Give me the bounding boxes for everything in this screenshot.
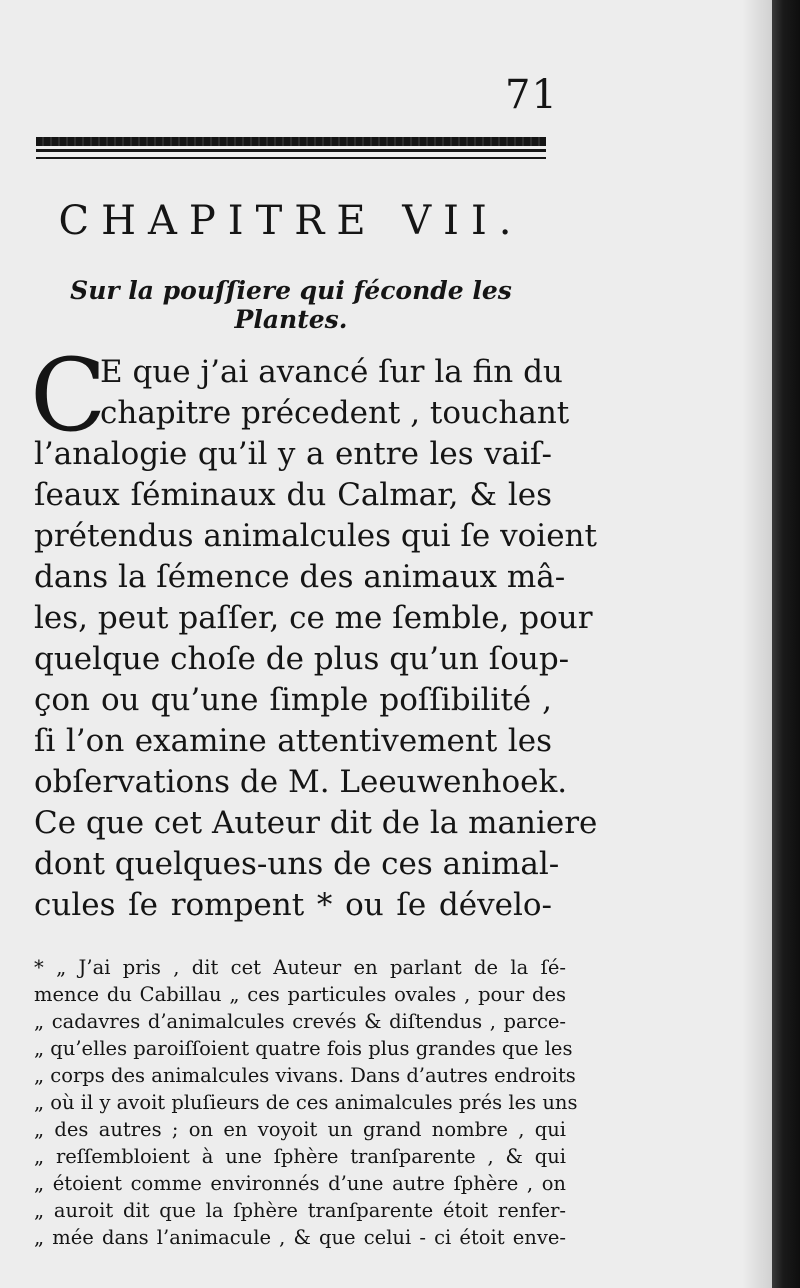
footnote-line: * „ J’ai pris , dit cet Auteur en parlant de la ſé-: [34, 956, 566, 979]
footnote-line: „ auroit dit que la ſphère tranſparente étoit renfer-: [34, 1199, 566, 1222]
body-line: Ce que cet Auteur dit de la maniere: [34, 805, 598, 841]
body-line: ſeaux ſéminaux du Calmar, & les: [34, 477, 552, 513]
footnote-line: „ étoient comme environnés d’une autre ſphère , on: [34, 1172, 566, 1195]
chapter-title: CHAPITRE VII.: [58, 198, 524, 244]
footnote-line: mence du Cabillau „ ces particules ovales , pour des: [34, 983, 566, 1006]
body-line: les, peut paſſer, ce me ſemble, pour: [34, 600, 593, 636]
drop-cap: C: [30, 337, 107, 454]
rule-line: [36, 149, 546, 152]
body-line: cules ſe rompent * ou ſe dévelo-: [34, 887, 552, 923]
body-line: çon ou qu’une ſimple poſſibilité ,: [34, 682, 552, 718]
body-line: dont quelques-uns de ces animal-: [34, 846, 560, 882]
ornamental-rule: [36, 137, 546, 146]
body-line: E que j’ai avancé ſur la fin du: [100, 354, 563, 390]
footnote-line: „ des autres ; on en voyoit un grand nombre , qui: [34, 1118, 566, 1141]
footnote-line: „ où il y avoit pluſieurs de ces animalcules prés les uns: [34, 1091, 578, 1114]
footnote-line: „ corps des animalcules vivans. Dans d’autres endroits: [34, 1064, 576, 1087]
rule-line: [36, 157, 546, 159]
body-line: chapitre précedent , touchant: [100, 395, 570, 431]
body-line: quelque choſe de plus qu’un ſoup-: [34, 641, 570, 677]
footnote-line: „ mée dans l’animacule , & que celui - ci étoit enve-: [34, 1226, 566, 1249]
footnote-line: „ reſſembloient à une ſphère tranſparente , & qui: [34, 1145, 566, 1168]
body-line: ſi l’on examine attentivement les: [34, 723, 552, 759]
body-line: l’analogie qu’il y a entre les vaiſ-: [34, 436, 552, 472]
footnote-line: „ qu’elles paroiſſoient quatre fois plus grandes que les: [34, 1037, 573, 1060]
body-line: dans la ſémence des animaux mâ-: [34, 559, 566, 595]
body-line: obſervations de M. Leeuwenhoek.: [34, 764, 568, 800]
book-spine-edge: [772, 0, 800, 1288]
chapter-subtitle: Sur la pouſſiere qui féconde les Plantes.: [70, 276, 512, 334]
page-number: 71: [505, 72, 558, 118]
footnote-line: „ cadavres d’animalcules crevés & diſtendus , parce-: [34, 1010, 566, 1033]
body-line: prétendus animalcules qui ſe voient: [34, 518, 597, 554]
